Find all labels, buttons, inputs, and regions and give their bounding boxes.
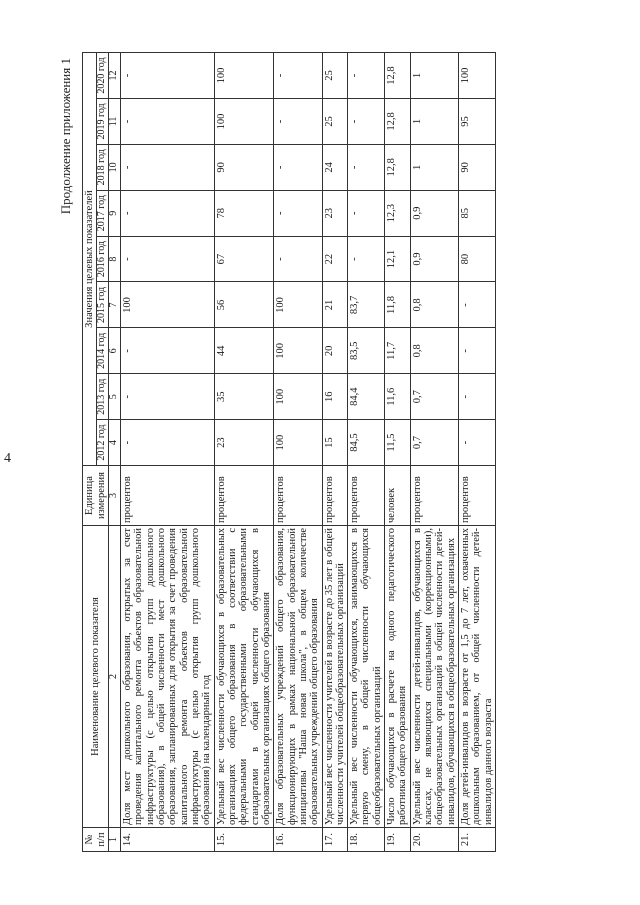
indicator-value: - xyxy=(348,53,385,99)
indicator-value: - xyxy=(274,53,322,99)
indicator-value: 0,7 xyxy=(410,420,458,466)
indicator-value: 84,5 xyxy=(348,420,385,466)
indicator-value: 21 xyxy=(322,282,348,328)
indicator-value: - xyxy=(459,328,496,374)
column-number: 1 xyxy=(109,828,121,852)
indicator-value: 95 xyxy=(459,99,496,145)
indicator-value: 16 xyxy=(322,374,348,420)
indicator-value: - xyxy=(348,144,385,190)
header-year: 2012 год xyxy=(97,420,109,466)
indicator-value: 0,7 xyxy=(410,374,458,420)
table-row xyxy=(214,53,274,852)
indicator-value: - xyxy=(120,99,214,145)
indicator-value: 83,5 xyxy=(348,328,385,374)
column-number: 3 xyxy=(109,466,121,526)
table-row xyxy=(120,53,214,852)
indicator-value: - xyxy=(348,236,385,282)
indicator-value: 85 xyxy=(459,190,496,236)
indicator-value: 90 xyxy=(214,144,274,190)
indicator-value: 90 xyxy=(459,144,496,190)
indicator-unit: процентов xyxy=(274,466,322,526)
indicator-value: 0,8 xyxy=(410,282,458,328)
indicator-value: 24 xyxy=(322,144,348,190)
header-num: № п/п xyxy=(83,828,109,852)
row-number: 15. xyxy=(214,828,274,852)
row-number: 19. xyxy=(385,828,411,852)
table-row xyxy=(322,53,348,852)
appendix-continuation-label: Продолжение приложения 1 xyxy=(58,58,73,215)
column-number: 5 xyxy=(109,374,121,420)
row-number: 17. xyxy=(322,828,348,852)
column-number: 7 xyxy=(109,282,121,328)
indicator-value: - xyxy=(120,374,214,420)
indicator-value: 12,1 xyxy=(385,236,411,282)
indicator-value: - xyxy=(120,190,214,236)
row-number: 14. xyxy=(120,828,214,852)
indicator-value: 12,3 xyxy=(385,190,411,236)
indicator-value: 20 xyxy=(322,328,348,374)
column-number: 12 xyxy=(109,53,121,99)
row-number: 21. xyxy=(459,828,496,852)
table-row xyxy=(410,53,458,852)
indicator-name: Доля мест дошкольного образования, открытых за счет проведения капитального ремонта объектов образовательной инфраструктуры (с целью открытия групп дошкольного образования), в общей численности мест дошкольного образования, запланированных для открытия за счет проведения капитального ремонта объектов образовательной инфраструктуры (с целью открытия групп дошкольного образования) на календарный год xyxy=(120,526,214,828)
indicator-value: - xyxy=(459,420,496,466)
indicator-value: - xyxy=(120,236,214,282)
indicator-value: - xyxy=(348,190,385,236)
header-year: 2016 год xyxy=(97,236,109,282)
header-values-group: Значения целевых показателей xyxy=(83,53,97,466)
indicator-value: 100 xyxy=(214,99,274,145)
indicator-value: 1 xyxy=(410,53,458,99)
indicator-value: 0,9 xyxy=(410,190,458,236)
indicator-unit: процентов xyxy=(322,466,348,526)
indicator-value: 100 xyxy=(120,282,214,328)
column-number: 2 xyxy=(109,526,121,828)
indicator-value: 0,8 xyxy=(410,328,458,374)
indicator-name: Удельный вес численности учителей в возрасте до 35 лет в общей численности учителей общеобразовательных организаций xyxy=(322,526,348,828)
indicator-value: 100 xyxy=(274,374,322,420)
indicators-table xyxy=(82,52,496,852)
table-row xyxy=(348,53,385,852)
indicator-value: 100 xyxy=(274,420,322,466)
column-number: 10 xyxy=(109,144,121,190)
indicator-name: Доля детей-инвалидов в возрасте от 1,5 до 7 лет, охваченных дошкольным образованием, от общей численности детей-инвалидов данного возраста xyxy=(459,526,496,828)
table-row xyxy=(274,53,322,852)
indicator-value: 11,8 xyxy=(385,282,411,328)
header-year: 2018 год xyxy=(97,144,109,190)
indicator-value: 83,7 xyxy=(348,282,385,328)
indicator-value: - xyxy=(348,99,385,145)
indicator-value: - xyxy=(274,190,322,236)
indicator-value: 78 xyxy=(214,190,274,236)
indicator-value: - xyxy=(274,144,322,190)
indicator-value: 100 xyxy=(274,328,322,374)
header-year: 2014 год xyxy=(97,328,109,374)
indicator-value: - xyxy=(274,236,322,282)
header-name: Наименование целевого показателя xyxy=(83,526,109,828)
indicator-value: 11,7 xyxy=(385,328,411,374)
header-unit: Единица измерения xyxy=(83,466,109,526)
indicator-value: 12,8 xyxy=(385,53,411,99)
indicator-unit: процентов xyxy=(348,466,385,526)
indicator-value: 12,8 xyxy=(385,99,411,145)
indicator-name: Удельный вес численности обучающихся в образовательных организациях общего образования в соответствии с федеральными государственными образовательными стандартами в общей численности обучающихся в образовательных организациях общего образования xyxy=(214,526,274,828)
header-year: 2013 год xyxy=(97,374,109,420)
column-number: 11 xyxy=(109,99,121,145)
indicator-value: 11,6 xyxy=(385,374,411,420)
row-number: 16. xyxy=(274,828,322,852)
indicator-value: 84,4 xyxy=(348,374,385,420)
row-number: 18. xyxy=(348,828,385,852)
indicator-value: - xyxy=(120,144,214,190)
indicator-value: 100 xyxy=(459,53,496,99)
indicator-unit: процентов xyxy=(120,466,214,526)
table-row xyxy=(459,53,496,852)
indicator-value: 23 xyxy=(322,190,348,236)
indicator-value: 35 xyxy=(214,374,274,420)
indicator-value: 67 xyxy=(214,236,274,282)
page-number: 4 xyxy=(4,451,11,466)
indicator-unit: процентов xyxy=(459,466,496,526)
column-number: 6 xyxy=(109,328,121,374)
indicator-name: Число обучающихся в расчете на одного педагогического работника общего образования xyxy=(385,526,411,828)
indicator-value: 25 xyxy=(322,99,348,145)
header-year: 2020 год xyxy=(97,53,109,99)
rotated-page-content xyxy=(58,52,632,852)
indicator-value: 22 xyxy=(322,236,348,282)
indicator-name: Удельный вес численности детей-инвалидов, обучающихся в классах, не являющихся специальными (коррекционными), общеобразовательных организаций в общей численности детей-инвалидов, обучающихся в общеобразовательных организациях xyxy=(410,526,458,828)
header-year: 2015 год xyxy=(97,282,109,328)
indicator-unit: процентов xyxy=(410,466,458,526)
indicator-value: 80 xyxy=(459,236,496,282)
indicator-value: - xyxy=(459,282,496,328)
table-row xyxy=(385,53,411,852)
indicator-value: - xyxy=(120,328,214,374)
indicator-value: 1 xyxy=(410,99,458,145)
indicator-value: 0,9 xyxy=(410,236,458,282)
indicator-unit: процентов xyxy=(214,466,274,526)
row-number: 20. xyxy=(410,828,458,852)
column-number: 4 xyxy=(109,420,121,466)
column-number: 9 xyxy=(109,190,121,236)
indicator-value: 25 xyxy=(322,53,348,99)
indicator-name: Удельный вес численности обучающихся, занимающихся в первую смену, в общей численности обучающихся общеобразовательных организаций xyxy=(348,526,385,828)
indicator-value: 56 xyxy=(214,282,274,328)
indicator-value: 44 xyxy=(214,328,274,374)
indicator-value: - xyxy=(120,420,214,466)
indicator-value: 12,8 xyxy=(385,144,411,190)
indicator-value: 100 xyxy=(214,53,274,99)
indicator-value: 23 xyxy=(214,420,274,466)
indicator-name: Доля образовательных учреждений общего образования, функционирующих в рамках национальной образовательной инициативы "Наша новая школа", в общем количестве образовательных учреждений общего образования xyxy=(274,526,322,828)
column-number: 8 xyxy=(109,236,121,282)
header-year: 2017 год xyxy=(97,190,109,236)
indicator-value: - xyxy=(274,99,322,145)
indicator-value: 15 xyxy=(322,420,348,466)
indicator-value: - xyxy=(459,374,496,420)
indicator-value: 1 xyxy=(410,144,458,190)
header-year: 2019 год xyxy=(97,99,109,145)
indicator-unit: человек xyxy=(385,466,411,526)
indicator-value: 100 xyxy=(274,282,322,328)
indicator-value: 11,5 xyxy=(385,420,411,466)
indicator-value: - xyxy=(120,53,214,99)
